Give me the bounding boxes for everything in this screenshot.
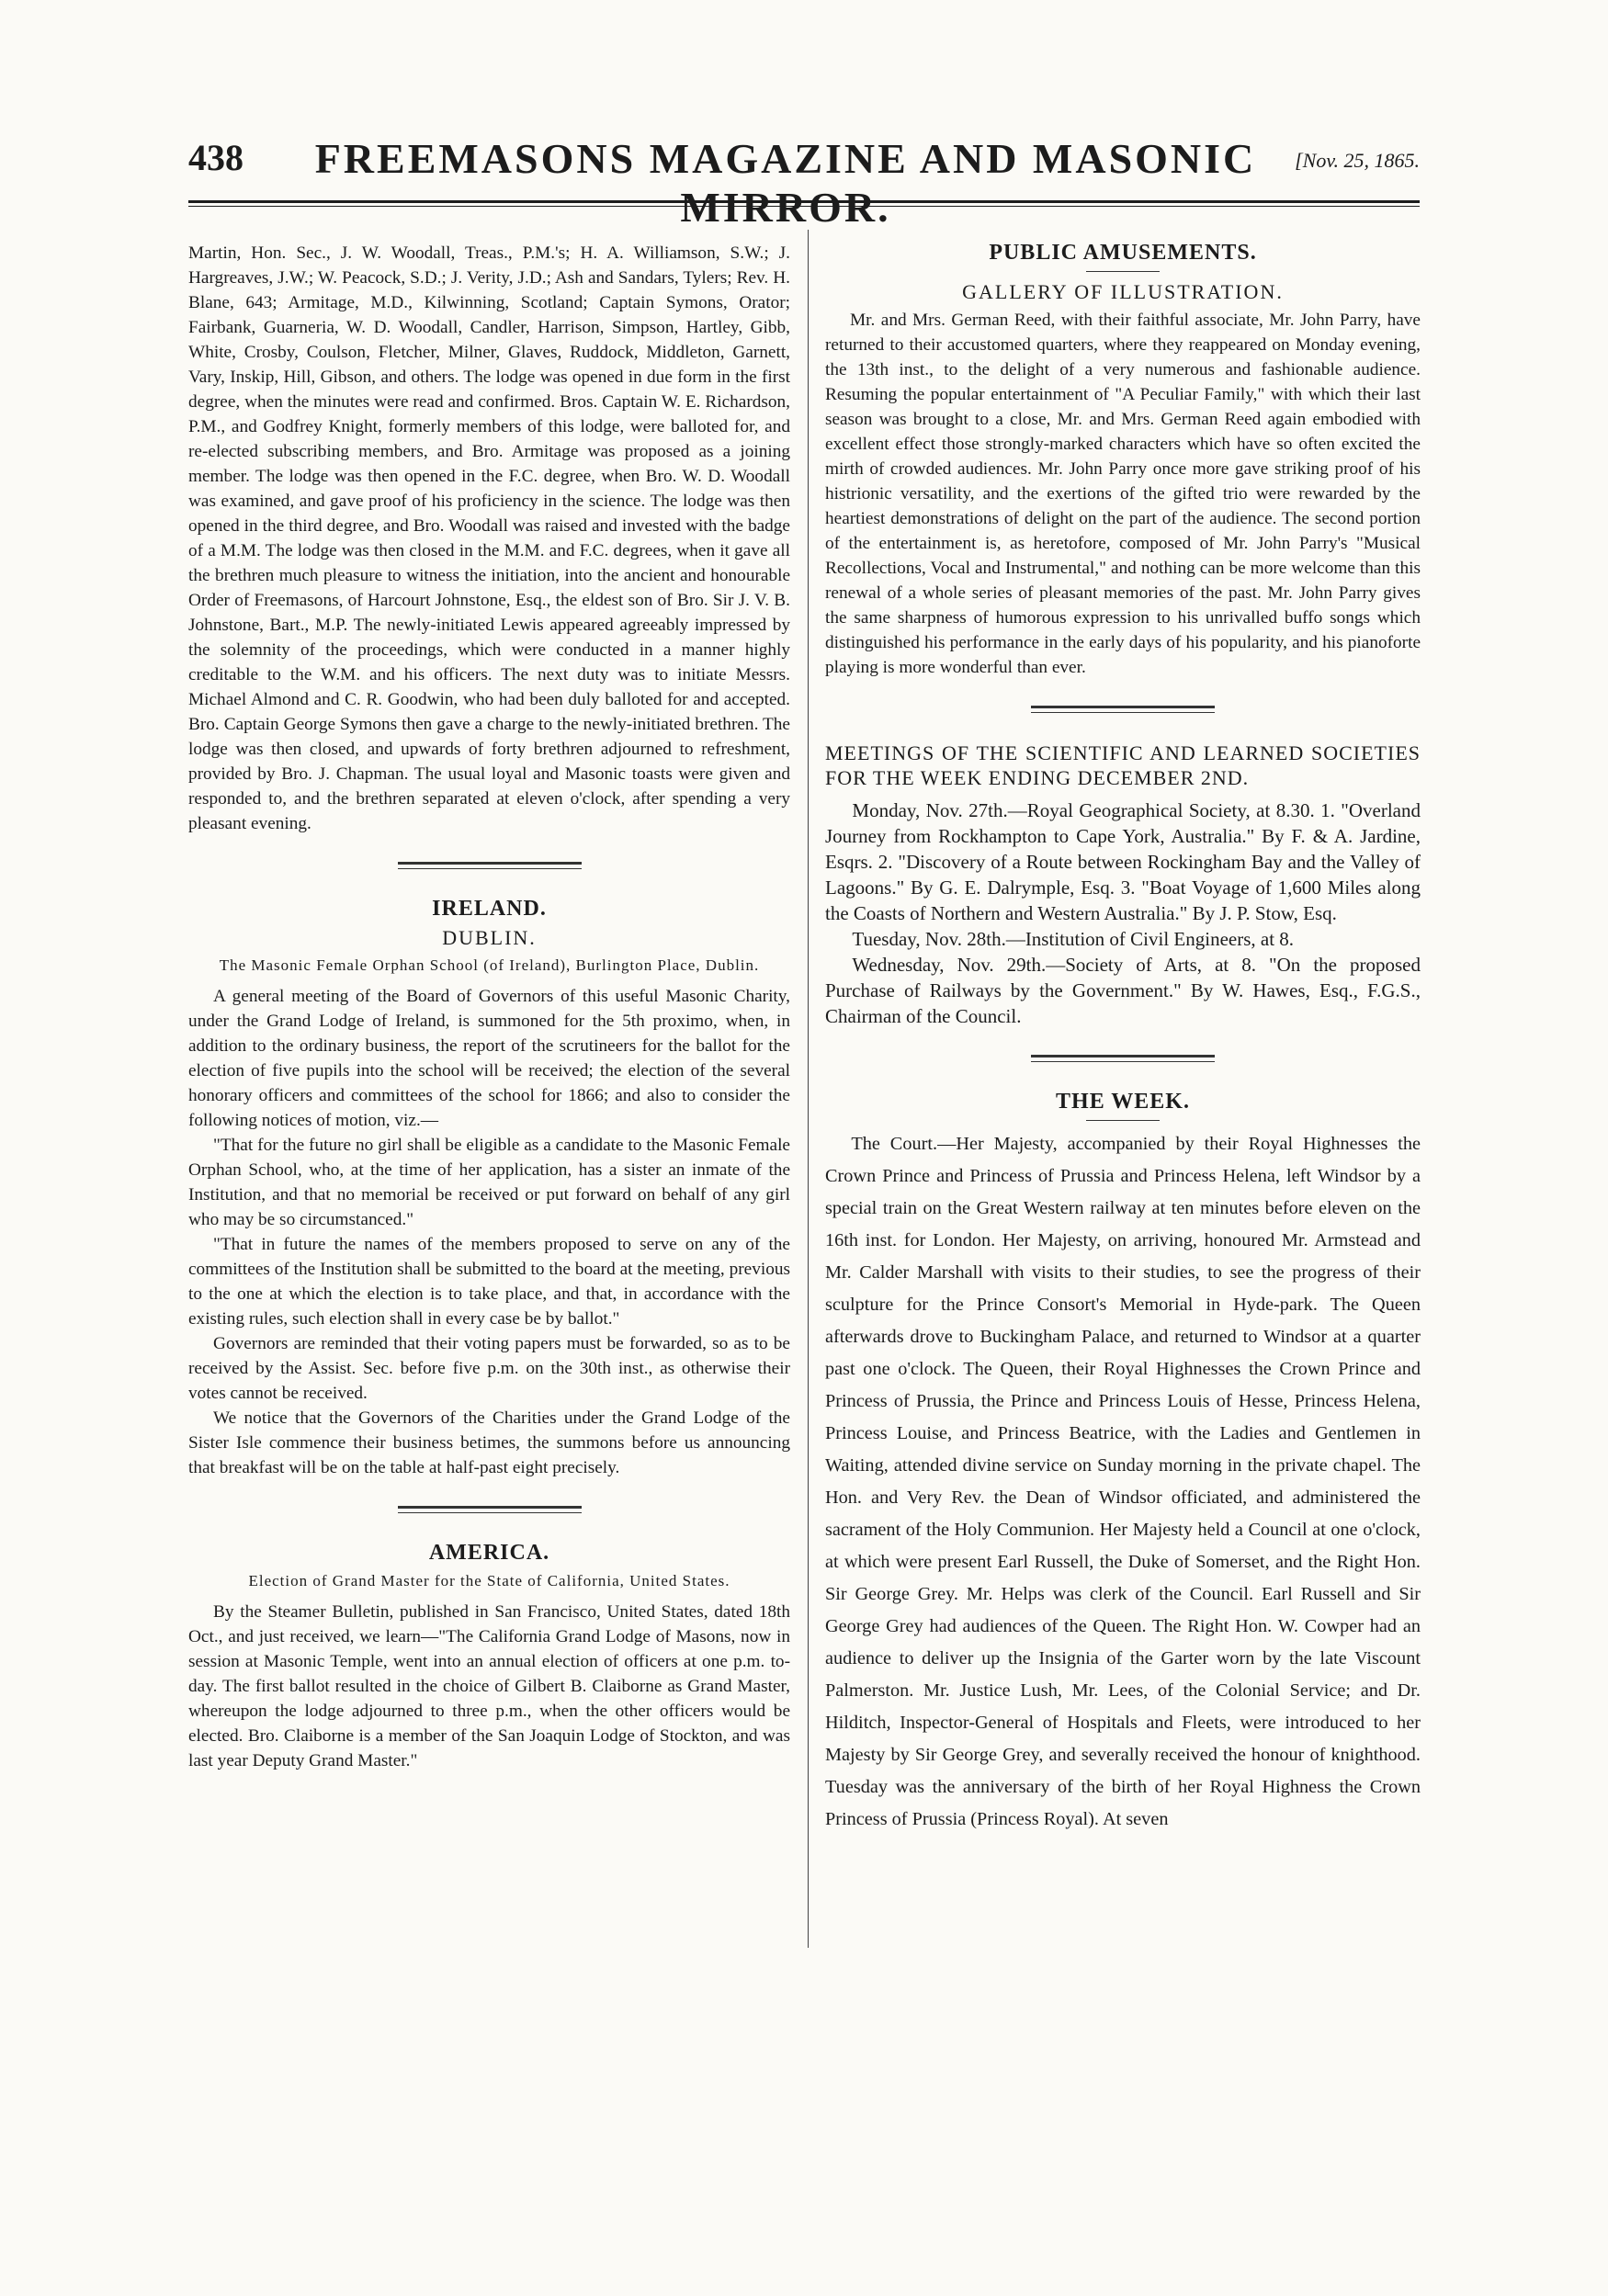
section-separator <box>1031 706 1215 713</box>
ireland-paragraph: Governors are reminded that their voting papers must be forwarded, so as to be received by the Assist. Sec. before five p.m. on the 30th inst., as otherwise their votes cannot be received. <box>188 1334 790 1403</box>
section-separator <box>1031 1055 1215 1062</box>
short-rule <box>1086 271 1160 272</box>
gallery-paragraph: Mr. and Mrs. German Reed, with their faithful associate, Mr. John Parry, have returned to their accustomed quarters, where they reappeared on Monday evening, the 13th inst., to the delight of a very numerous and fashionable audience. Resuming the popular entertainment of "A Peculiar Family," with which their last season was brought to a close, Mr. and Mrs. German Reed again embodied with excellent effect those strongly-marked characters which have so often excited the mirth of crowded audiences. Mr. John Parry once more gave striking proof of his histrionic versatility, and the exertions of the gifted trio were rewarded by the heartiest demonstrations of delight on the part of the audience. The second portion of the entertainment is, as heretofore, composed of Mr. John Parry's "Musical Recollections, Vocal and Instrumental," and nothing can be more welcome than this renewal of a whole series of pleasant memories of the past. Mr. John Parry gives the same sharpness of humorous expression to his unrivalled buffo songs which distinguished his performance in the early days of his popularity, and his pianoforte playing is more wonderful than ever. <box>825 311 1421 677</box>
left-column <box>188 241 790 1773</box>
meetings-heading: MEETINGS OF THE SCIENTIFIC AND LEARNED SOCIETIES FOR THE WEEK ENDING DECEMBER 2ND. <box>825 741 1421 789</box>
section-separator <box>398 1506 582 1513</box>
right-column <box>825 241 1421 1836</box>
header-rule <box>188 200 1420 207</box>
meeting-wednesday: Wednesday, Nov. 29th.—Society of Arts, at 8. "On the proposed Purchase of Railways by the Government." By W. Hawes, Esq., F.G.S., Chairman of the Council. <box>825 954 1421 1027</box>
ireland-paragraph: A general meeting of the Board of Governors of this useful Masonic Charity, under the Grand Lodge of Ireland, is summoned for the 5th proximo, when, in addition to the ordinary business, the report of the scrutineers for the ballot for the election of five pupils into the school will be received; the election of the several honorary officers and committees of the school for 1866; and also to consider the following notices of motion, viz.— <box>188 987 790 1130</box>
america-paragraph: By the Steamer Bulletin, published in San Francisco, United States, dated 18th Oct., and just received, we learn—"The California Grand Lodge of Masons, now in session at Masonic Temple, went into an annual election of officers at one p.m. to-day. The first ballot resulted in the choice of Gilbert B. Claiborne as Grand Master, whereupon the lodge adjourned to three p.m., when the other officers would be elected. Bro. Claiborne is a member of the San Joaquin Lodge of Stockton, and was last year Deputy Grand Master." <box>188 1602 790 1770</box>
america-heading: AMERICA. <box>428 1541 550 1565</box>
ireland-motion-1: "That for the future no girl shall be eligible as a candidate to the Masonic Female Orphan School, who, at the time of her application, has a sister an inmate of the Institution, and that no memorial be received or put forward on behalf of any girl who may be so circumstanced." <box>188 1136 790 1229</box>
gallery-heading: GALLERY OF ILLUSTRATION. <box>962 280 1284 303</box>
page-header <box>188 135 1420 231</box>
california-election-heading: Election of Grand Master for the State of California, United States. <box>248 1572 730 1589</box>
ireland-paragraph: We notice that the Governors of the Charities under the Grand Lodge of the Sister Isle commence their business betimes, the summons before us announcing that breakfast will be on the table at half-past eight precisely. <box>188 1408 790 1477</box>
lodge-report-paragraph: Martin, Hon. Sec., J. W. Woodall, Treas., P.M.'s; H. A. Williamson, S.W.; J. Hargreaves, J.W.; W. Peacock, S.D.; J. Verity, J.D.; Ash and Sandars, Tylers; Rev. H. Blane, 643; Armitage, M.D., Kilwinning, Scotland; Captain Symons, Orator; Fairbank, Guarneria, W. D. Woodall, Candler, Harrison, Simpson, Hartley, Gibb, White, Crosby, Coulson, Fletcher, Milner, Glaves, Ruddock, Middleton, Garnett, Vary, Inskip, Hill, Gibson, and others. The lodge was opened in due form in the first degree, when the minutes were read and confirmed. Bros. Captain W. E. Richardson, P.M., and Godfrey Knight, formerly members of this lodge, were balloted for, and re-elected subscribing members, and Bro. Armitage was proposed as a joining member. The lodge was then opened in the F.C. degree, when Bro. W. D. Woodall was examined, and gave proof of his proficiency in the science. The lodge was then opened in the third degree, and Bro. Woodall was raised and invested with the badge of a M.M. The lodge was then closed in the M.M. and F.C. degrees, when it gave all the brethren much pleasure to witness the initiation, into the ancient and honourable Order of Freemasons, of Harcourt Johnstone, Esq., the eldest son of Bro. Sir J. V. B. Johnstone, Bart., M.P. The newly-initiated Lewis appeared agreeably impressed by the solemnity of the proceedings, which were conducted in a manner highly creditable to the W.M. and his officers. The next duty was to initiate Messrs. Michael Almond and C. R. Goodwin, who had been duly balloted for and accepted. Bro. Captain George Symons then gave a charge to the newly-initiated brethren. The lodge was then closed, and upwards of forty brethren adjourned to refreshment, provided by Bro. J. Chapman. The usual loyal and Masonic toasts were given and responded to, and the brethren separated at eleven o'clock, after spending a very pleasant evening. <box>188 243 790 833</box>
column-divider <box>808 230 809 1948</box>
page-number: 438 <box>188 137 243 178</box>
meetings-list <box>825 797 1421 1029</box>
section-separator <box>398 862 582 869</box>
short-rule <box>1086 1120 1160 1121</box>
dublin-subheading: DUBLIN. <box>442 926 537 949</box>
issue-date: [Nov. 25, 1865. <box>1295 149 1420 172</box>
magazine-title: FREEMASONS MAGAZINE AND MASONIC MIRROR. <box>314 135 1257 231</box>
meeting-tuesday: Tuesday, Nov. 28th.—Institution of Civil Engineers, at 8. <box>852 928 1295 950</box>
week-section <box>825 1128 1421 1836</box>
public-amusements-heading: PUBLIC AMUSEMENTS. <box>989 241 1257 265</box>
the-week-heading: THE WEEK. <box>1056 1090 1190 1114</box>
the-court-paragraph: The Court.—Her Majesty, accompanied by their Royal Highnesses the Crown Prince and Princess of Prussia and Princess Helena, left Windsor by a special train on the Great Western railway at ten minutes before eleven on the 16th inst. for London. Her Majesty, on arriving, honoured Mr. Armstead and Mr. Calder Marshall with visits to their studies, to see the progress of their sculpture for the Prince Consort's Memorial in Hyde-park. The Queen afterwards drove to Buckingham Palace, and returned to Windsor at a quarter past one o'clock. The Queen, their Royal Highnesses the Crown Prince and Princess of Prussia, the Prince and Princess Louis of Hesse, Princess Helena, Princess Louise, and Princess Beatrice, with the Ladies and Gentlemen in Waiting, attended divine service on Sunday morning in the private chapel. The Hon. and Very Rev. the Dean of Windsor officiated, and administered the sacrament of the Holy Communion. Her Majesty held a Council at one o'clock, at which were present Earl Russell, the Duke of Somerset, and the Right Hon. Sir George Grey. Mr. Helps was clerk of the Council. Earl Russell and Sir George Grey had audiences of the Queen. The Right Hon. W. Cowper had an audience to deliver up the Insignia of the Garter worn by the late Viscount Palmerston. Mr. Justice Lush, Mr. Lees, of the Colonial Service; and Dr. Hilditch, Inspector-General of Hospitals and Fleets, were introduced to her Majesty by Sir George Grey, and severally received the honour of knighthood. Tuesday was the anniversary of the birth of her Royal Highness the Crown Princess of Prussia (Princess Royal). At seven <box>825 1134 1421 1829</box>
ireland-heading: IRELAND. <box>432 897 547 921</box>
meeting-monday: Monday, Nov. 27th.—Royal Geographical Society, at 8.30. 1. "Overland Journey from Rockhampton to Cape York, Australia." By F. & A. Jardine, Esqrs. 2. "Discovery of a Route between Rockingham Bay and the Valley of Lagoons." By G. E. Dalrymple, Esq. 3. "Boat Voyage of 1,600 Miles along the Coasts of Northern and Western Australia." By J. P. Stow, Esq. <box>825 799 1421 924</box>
ireland-motion-2: "That in future the names of the members proposed to serve on any of the committees of the Institution shall be submitted to the board at the meeting, previous to the one at which the election is to take place, and that, in accordance with the existing rules, such election shall in every case be by ballot." <box>188 1235 790 1329</box>
orphan-school-heading: The Masonic Female Orphan School (of Ireland), Burlington Place, Dublin. <box>219 956 760 974</box>
